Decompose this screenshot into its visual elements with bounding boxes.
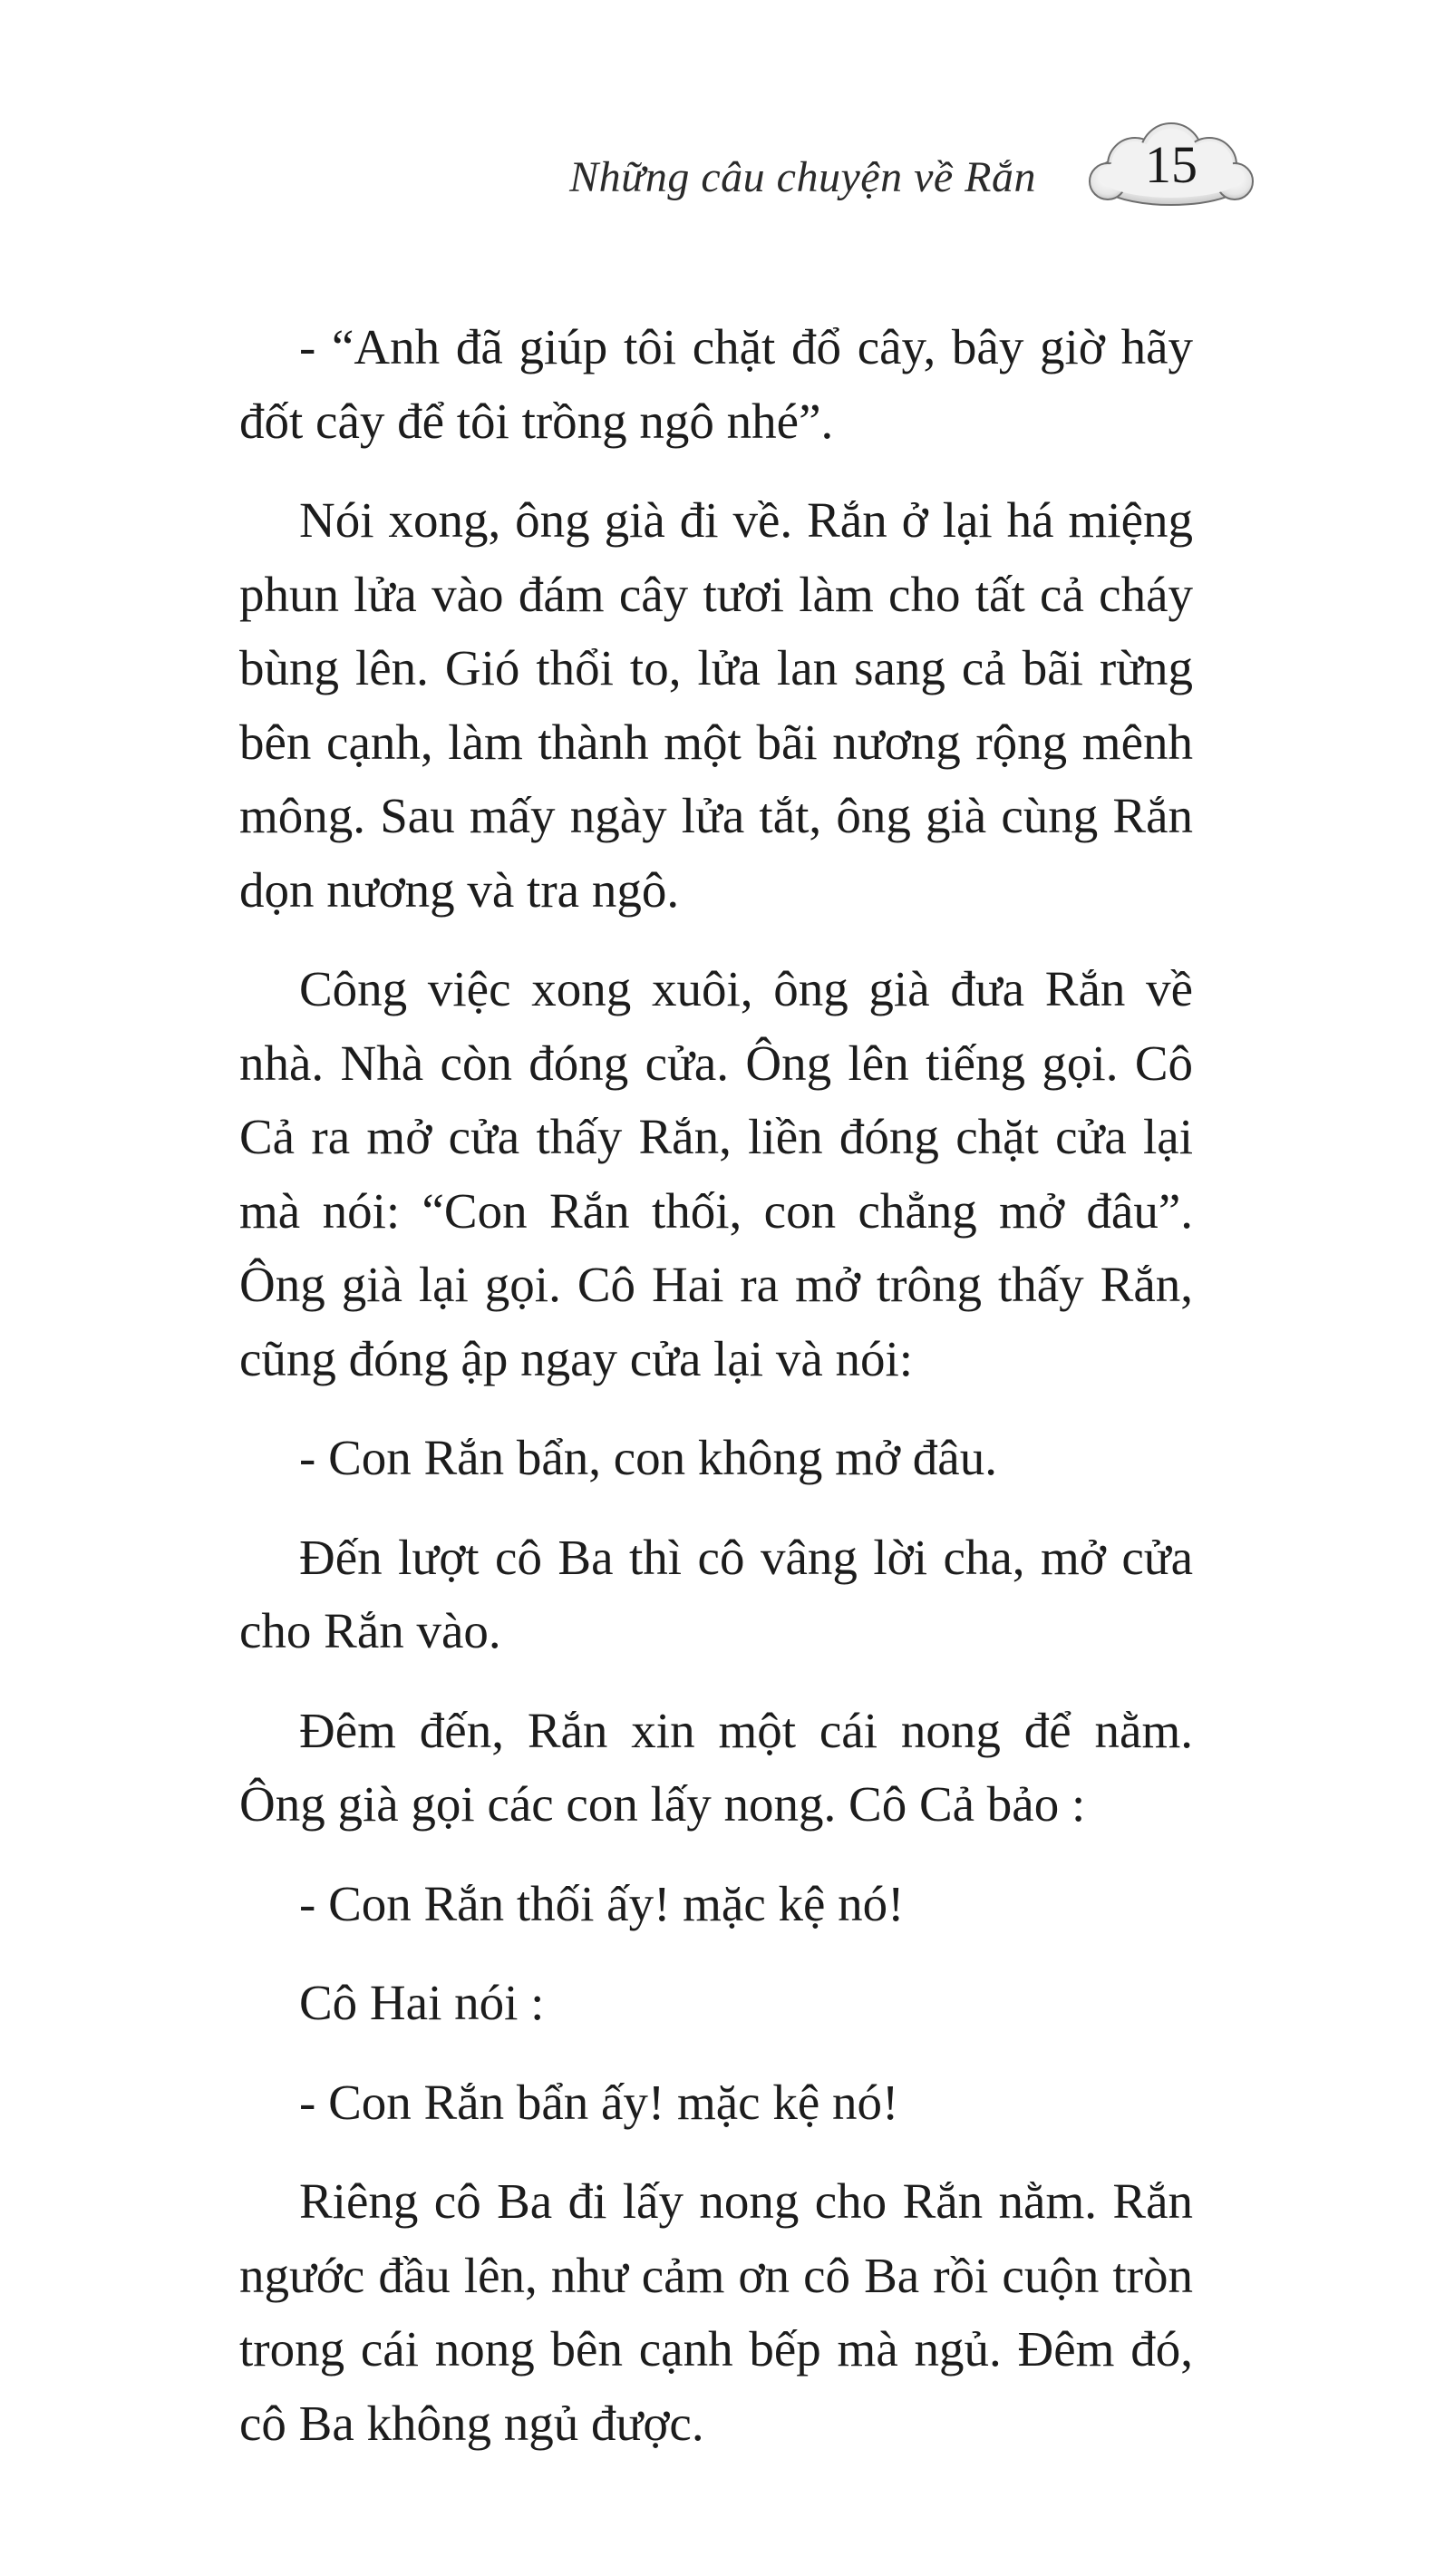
paragraph: Đến lượt cô Ba thì cô vâng lời cha, mở cửa cho Rắn vào. (239, 1529, 1193, 1658)
body-text (239, 310, 1193, 2485)
paragraph: - Con Rắn bẩn ấy! mặc kệ nó! (299, 2074, 899, 2130)
paragraph: Công việc xong xuôi, ông già đưa Rắn về nhà. Nhà còn đóng cửa. Ông lên tiếng gọi. Cô Cả ra mở cửa thấy Rắn, liền đóng chặt cửa lại mà nói: “Con Rắn thối, con chẳng mở đâu”. Ông già lại gọi. Cô Hai ra mở trông thấy Rắn, cũng đóng ập ngay cửa lại và nói: (239, 961, 1193, 1386)
paragraph: Đêm đến, Rắn xin một cái nong để nằm. Ông già gọi các con lấy nong. Cô Cả bảo : (239, 1702, 1193, 1832)
paragraph: Riêng cô Ba đi lấy nong cho Rắn nằm. Rắn ngước đầu lên, như cảm ơn cô Ba rồi cuộn tròn trong cái nong bên cạnh bếp mà ngủ. Đêm đó, cô Ba không ngủ được. (239, 2173, 1193, 2451)
running-header (0, 118, 1435, 254)
paragraph: Nói xong, ông già đi về. Rắn ở lại há miệng phun lửa vào đám cây tươi làm cho tất cả cháy bùng lên. Gió thổi to, lửa lan sang cả bãi rừng bên cạnh, làm thành một bãi nương rộng mênh mông. Sau mấy ngày lửa tắt, ông già cùng Rắn dọn nương và tra ngô. (239, 492, 1193, 918)
paragraph: - Con Rắn bẩn, con không mở đâu. (299, 1430, 997, 1485)
page-number: 15 (1145, 135, 1197, 194)
paragraph: Cô Hai nói : (299, 1975, 545, 2030)
paragraph: - “Anh đã giúp tôi chặt đổ cây, bây giờ hãy đốt cây để tôi trồng ngô nhé”. (239, 319, 1193, 449)
running-header-title: Những câu chuyện về Rắn (569, 153, 1036, 201)
paragraph: - Con Rắn thối ấy! mặc kệ nó! (299, 1875, 905, 1931)
